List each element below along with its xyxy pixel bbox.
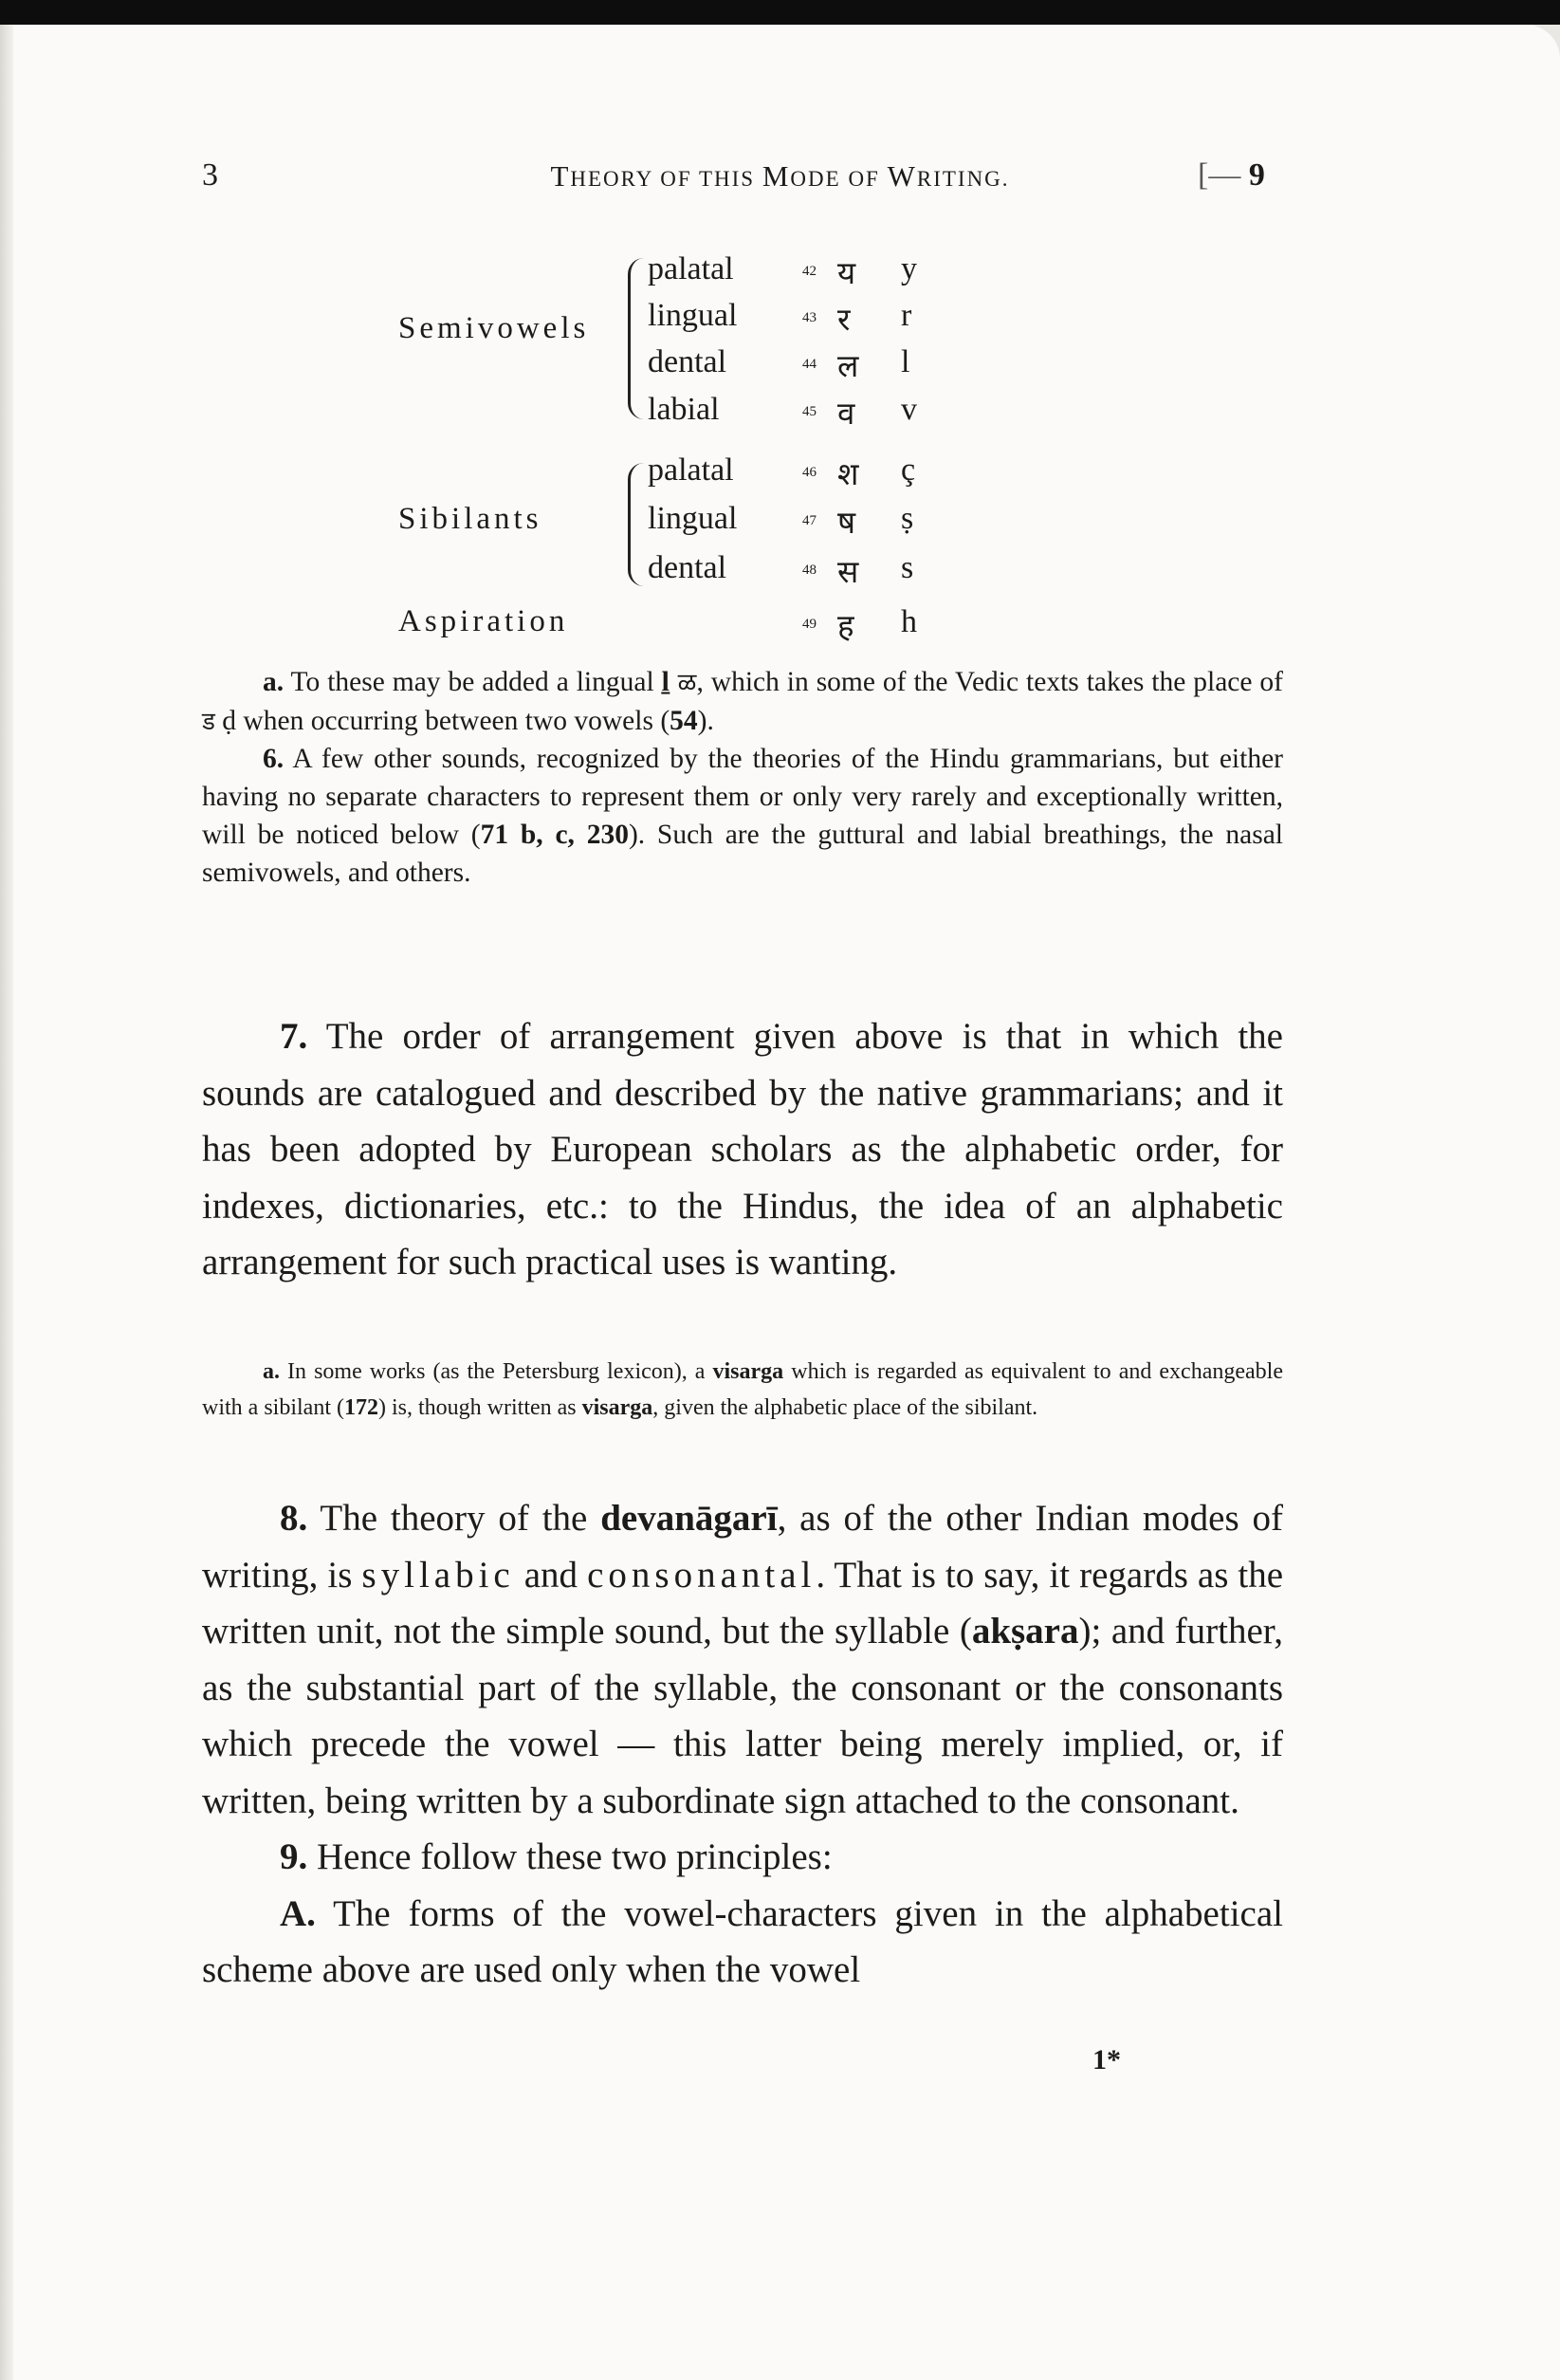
- transliteration: y: [901, 251, 917, 286]
- paragraph-6: 6. A few other sounds, recognized by the theories of the Hindu grammarians, but either having no separate characters to represent them or only very rarely and exceptionally written, will be noticed below (71 b, c, 230). Such are the guttural and labial breathings, the nasal semivowels, and others.: [202, 744, 1284, 888]
- devanagari-char: ल: [837, 347, 859, 384]
- term: palatal: [648, 452, 734, 488]
- section-marker: [— 9: [1198, 157, 1265, 193]
- paragraph-7a-block: [202, 1354, 1283, 1426]
- transliteration: h: [901, 604, 917, 639]
- group-label-aspiration: Aspiration: [398, 604, 569, 638]
- transliteration: v: [901, 392, 917, 427]
- running-title: THEORY OF THIS MODE OF WRITING.: [550, 159, 1010, 193]
- term: palatal: [648, 251, 734, 286]
- sound-number: 45: [802, 404, 817, 419]
- devanagari-char: श: [837, 455, 859, 492]
- page-number: 3: [202, 157, 218, 193]
- term: lingual: [648, 501, 738, 536]
- sound-number: 46: [802, 465, 817, 480]
- term: labial: [648, 392, 720, 427]
- sound-number: 47: [802, 513, 817, 528]
- paragraph-9A: A. The forms of the vowel-characters given in the alphabetical scheme above are used only when the vowel: [202, 1892, 1283, 1990]
- devanagari-char: स: [837, 553, 859, 590]
- scan-left-edge: [0, 25, 13, 2380]
- paragraph-8: 8. The theory of the devanāgarī, as of the other Indian modes of writing, is syllabic and consonantal. That is to say, it regards as the written unit, not the simple sound, but the syllable (akṣara); and further, as the substantial part of the syllable, the consonant or the consonants which precede the vowel — this latter being merely implied, or, if written, being written by a subordinate sign attached to the consonant.: [202, 1498, 1284, 1821]
- term: dental: [648, 344, 727, 379]
- transliteration: l: [901, 344, 910, 379]
- paragraph-5a: a. To these may be added a lingual ḻ ळ, which in some of the Vedic texts takes the place of ड ḍ when occurring between two vowels (54).: [202, 667, 1283, 736]
- devanagari-char: य: [837, 254, 856, 291]
- scan-top-edge: [0, 0, 1560, 25]
- devanagari-char: र: [837, 301, 851, 338]
- paragraph-7-block: [202, 1008, 1283, 1291]
- brace-semivowels: [628, 258, 644, 419]
- group-label-sibilants: Sibilants: [398, 502, 542, 536]
- devanagari-char: व: [837, 395, 855, 432]
- transliteration: ṣ: [901, 501, 914, 536]
- sound-number: 48: [802, 563, 817, 578]
- transliteration: s: [901, 550, 914, 585]
- paragraph-7: 7. The order of arrangement given above is that in which the sounds are catalogued and described by the native grammarians; and it has been adopted by European scholars as the alphabetic order, for indexes, dictionaries, etc.: to the Hindus, the idea of an alphabetic arrangement for such practical uses is wanting.: [202, 1016, 1283, 1282]
- term: lingual: [648, 298, 738, 333]
- paragraph-7a: a. In some works (as the Petersburg lexicon), a visarga which is regarded as equivalent to and exchangeable with a sibilant (172) is, though written as visarga, given the alphabetic place of the sibilant.: [202, 1359, 1283, 1420]
- group-label-semivowels: Semivowels: [398, 311, 590, 345]
- paragraph-9: 9. Hence follow these two principles:: [280, 1836, 833, 1877]
- running-header: [0, 157, 1560, 214]
- devanagari-char: ह: [837, 607, 854, 644]
- sound-number: 49: [802, 617, 817, 632]
- signature-mark: 1*: [1092, 2044, 1121, 2076]
- small-print-block: [202, 664, 1283, 892]
- sound-number: 43: [802, 310, 817, 325]
- transliteration: r: [901, 298, 912, 333]
- main-text-block: [202, 1490, 1283, 1999]
- brace-sibilants: [628, 463, 644, 586]
- devanagari-char: ष: [837, 504, 856, 541]
- sound-number: 44: [802, 357, 817, 372]
- transliteration: ç: [901, 452, 916, 488]
- sound-number: 42: [802, 264, 817, 279]
- term: dental: [648, 550, 727, 585]
